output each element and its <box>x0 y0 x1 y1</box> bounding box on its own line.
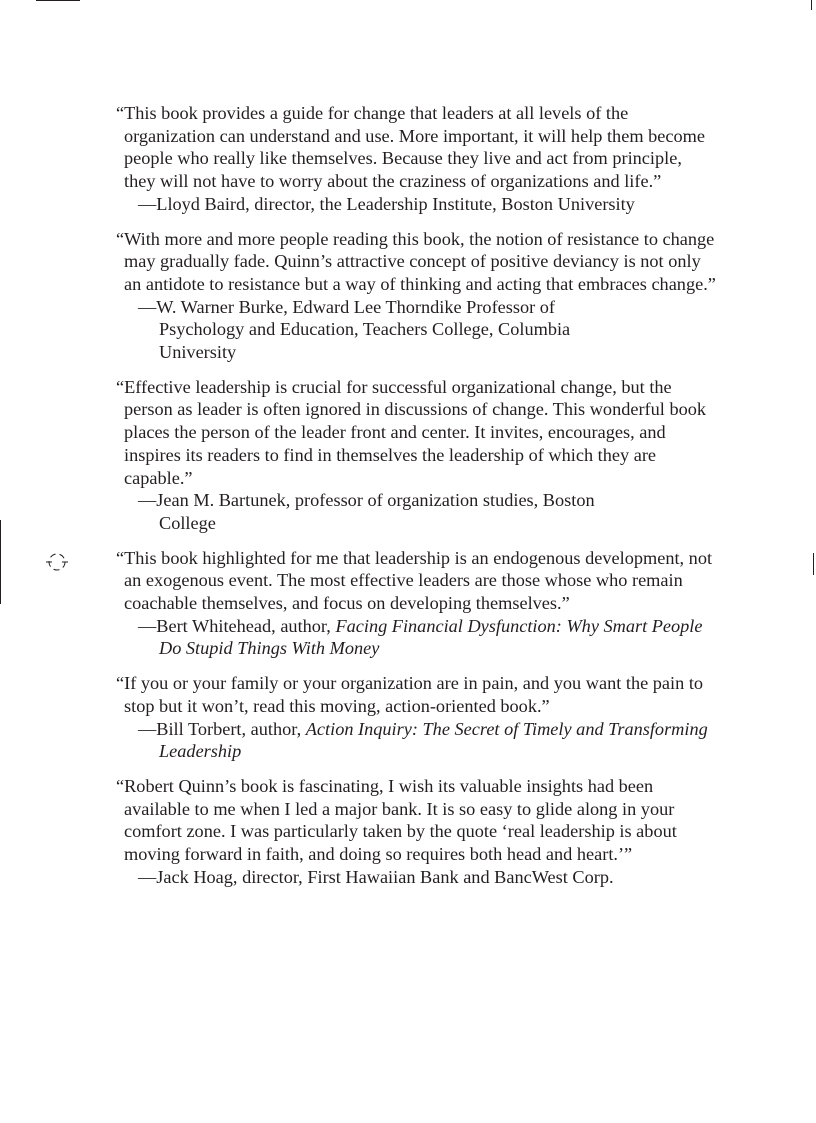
crop-mark-top-left <box>36 0 80 1</box>
endorsement-quote: “Robert Quinn’s book is fascinating, I wish its valuable insights had been available to me when I led a major bank. It is so easy to glide along in your comfort zone. I was particularly taken by the quote ‘real leadership is about moving forward in faith, and doing so requires both head and heart.’” <box>116 775 677 865</box>
attribution-author: —Jean M. Bartunek, professor of organization studies, Boston College <box>138 490 595 533</box>
endorsement-attribution <box>116 615 716 660</box>
endorsement-attribution <box>116 296 716 364</box>
attribution-author: —Bert Whitehead, author, <box>138 615 336 636</box>
endorsement-quote: “Effective leadership is crucial for successful organizational change, but the person as leader is often ignored in discussions of change. This wonderful book places the person of the leader front and center. It invites, encourages, and inspires its readers to find in themselves the leadership of which they are capable.” <box>116 376 707 488</box>
book-title: Facing Financial Dysfunction: Why Smart People Do Stupid Things With Money <box>159 615 703 659</box>
endorsement-quote: “This book provides a guide for change that leaders at all levels of the organization can understand and use. More important, it will help them become people who really like themselves. Because they live and act from principle, they will not have to worry about the craziness of organizations and life.” <box>116 103 705 192</box>
attribution-author: —Bill Torbert, author, <box>138 718 306 739</box>
endorsement-baird <box>116 102 716 216</box>
crop-mark-right <box>813 553 814 575</box>
endorsement-attribution <box>116 193 716 216</box>
endorsement-attribution <box>116 718 716 763</box>
endorsement-burke <box>116 228 716 364</box>
endorsement-quote: “With more and more people reading this book, the notion of resistance to change may gradually fade. Quinn’s attractive concept of positive deviancy is not only an antidote to resistance but a way of thinking and acting that embraces change.” <box>116 228 716 294</box>
crop-mark-top-right <box>811 0 812 10</box>
endorsement-hoag <box>116 775 716 889</box>
attribution-author: —W. Warner Burke, Edward Lee Thorndike Professor of Psychology and Education, Teachers College, Columbia University <box>138 296 571 363</box>
endorsement-quote: “If you or your family or your organization are in pain, and you want the pain to stop but it won’t, read this moving, action-oriented book.” <box>116 673 704 716</box>
endorsement-attribution <box>116 866 716 889</box>
endorsement-attribution <box>116 489 716 534</box>
endorsement-whitehead <box>116 547 716 661</box>
attribution-author: —Jack Hoag, director, First Hawaiian Bank and BancWest Corp. <box>138 866 614 887</box>
book-title: Action Inquiry: The Secret of Timely and Transforming Leadership <box>159 718 708 762</box>
crop-mark-left <box>0 520 1 604</box>
attribution-author: —Lloyd Baird, director, the Leadership Institute, Boston University <box>138 193 635 214</box>
endorsement-bartunek <box>116 376 716 535</box>
endorsement-quote: “This book highlighted for me that leadership is an endogenous development, not an exogenous event. The most effective leaders are those whose who remain coachable themselves, and focus on developing themselves.” <box>116 547 713 614</box>
endorsement-torbert <box>116 672 716 763</box>
endorsements-list <box>116 102 716 901</box>
registration-mark-icon <box>46 551 68 573</box>
